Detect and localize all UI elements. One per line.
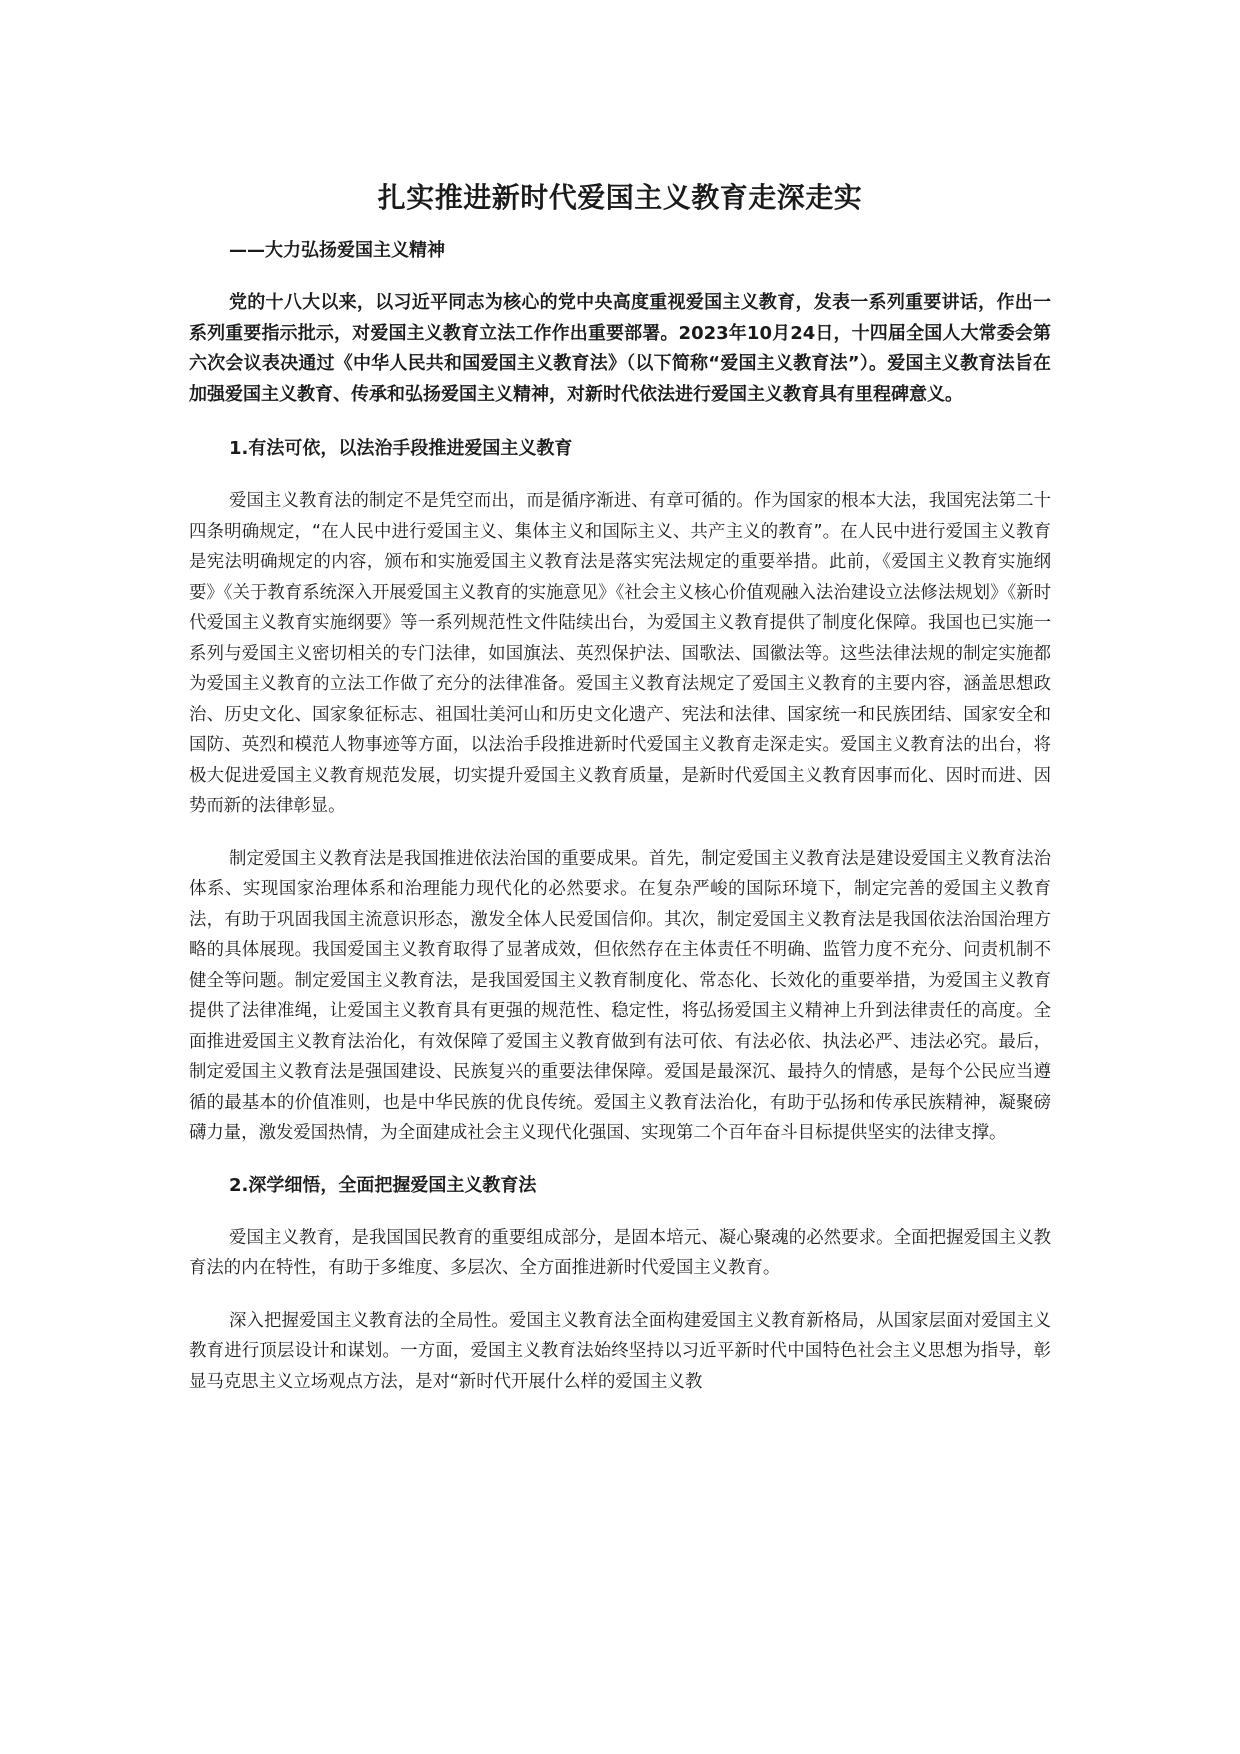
- section-2-heading: 2.深学细悟，全面把握爱国主义教育法: [229, 1174, 537, 1196]
- section-1-paragraph-2: 制定爱国主义教育法是我国推进依法治国的重要成果。首先，制定爱国主义教育法是建设爱国主义教育法治体系、实现国家治理体系和治理能力现代化的必然要求。在复杂严峻的国际环境下，制定完善的爱国主义教育法，有助于巩固我国主流意识形态，激发全体人民爱国信仰。其次，制定爱国主义教育法是我国依法治国治理方略的具体展现。我国爱国主义教育取得了显著成效，但依然存在主体责任不明确、监管力度不充分、问责机制不健全等问题。制定爱国主义教育法，是我国爱国主义教育制度化、常态化、长效化的重要举措，为爱国主义教育提供了法律准绳，让爱国主义教育具有更强的规范性、稳定性，将弘扬爱国主义精神上升到法律责任的高度。全面推进爱国主义教育法治化，有效保障了爱国主义教育做到有法可依、有法必依、执法必严、违法必究。最后，制定爱国主义教育法是强国建设、民族复兴的重要法律保障。爱国是最深沉、最持久的情感，是每个公民应当遵循的最基本的价值准则，也是中华民族的优良传统。爱国主义教育法治化，有助于弘扬和传承民族精神，凝聚磅礴力量，激发爱国热情，为全面建成社会主义现代化强国、实现第二个百年奋斗目标提供坚实的法律支撑。: [189, 848, 1051, 1143]
- document-subtitle: ——大力弘扬爱国主义精神: [229, 240, 445, 261]
- section-2-paragraph-2: 深入把握爱国主义教育法的全局性。爱国主义教育法全面构建爱国主义教育新格局，从国家层面对爱国主义教育进行顶层设计和谋划。一方面，爱国主义教育法始终坚持以习近平新时代中国特色社会主义思想为指导，彰显马克思主义立场观点方法，是对“新时代开展什么样的爱国主义教: [189, 1310, 1051, 1392]
- section-2-paragraph-1: 爱国主义教育，是我国国民教育的重要组成部分，是固本培元、凝心聚魂的必然要求。全面把握爱国主义教育法的内在特性，有助于多维度、多层次、全方面推进新时代爱国主义教育。: [189, 1227, 1051, 1278]
- section-1-heading: 1.有法可依，以法治手段推进爱国主义教育: [229, 438, 573, 459]
- lead-paragraph: 党的十八大以来，以习近平同志为核心的党中央高度重视爱国主义教育，发表一系列重要讲话，作出一系列重要指示批示，对爱国主义教育立法工作作出重要部署。2023年10月24日，十四届全国人大常委会第六次会议表决通过《中华人民共和国爱国主义教育法》（以下简称“爱国主义教育法”）。爱国主义教育法旨在加强爱国主义教育、传承和弘扬爱国主义精神，对新时代依法进行爱国主义教育具有里程碑意义。: [189, 292, 1051, 405]
- document-title: 扎实推进新时代爱国主义教育走深走实: [377, 181, 863, 214]
- section-1-paragraph-1: 爱国主义教育法的制定不是凭空而出，而是循序渐进、有章可循的。作为国家的根本大法，我国宪法第二十四条明确规定，“在人民中进行爱国主义、集体主义和国际主义、共产主义的教育”。在人民中进行爱国主义教育是宪法明确规定的内容，颁布和实施爱国主义教育法是落实宪法规定的重要举措。此前，《爱国主义教育实施纲要》《关于教育系统深入开展爱国主义教育的实施意见》《社会主义核心价值观融入法治建设立法修法规划》《新时代爱国主义教育实施纲要》等一系列规范性文件陆续出台，为爱国主义教育提供了制度化保障。我国也已实施一系列与爱国主义密切相关的专门法律，如国旗法、英烈保护法、国歌法、国徽法等。这些法律法规的制定实施都为爱国主义教育的立法工作做了充分的法律准备。爱国主义教育法规定了爱国主义教育的主要内容，涵盖思想政治、历史文化、国家象征标志、祖国壮美河山和历史文化遗产、宪法和法律、国家统一和民族团结、国家安全和国防、英烈和模范人物事迹等方面，以法治手段推进新时代爱国主义教育走深走实。爱国主义教育法的出台，将极大促进爱国主义教育规范发展，切实提升爱国主义教育质量，是新时代爱国主义教育因事而化、因时而进、因势而新的法律彰显。: [189, 491, 1051, 816]
- document-page: [189, 178, 1051, 1397]
